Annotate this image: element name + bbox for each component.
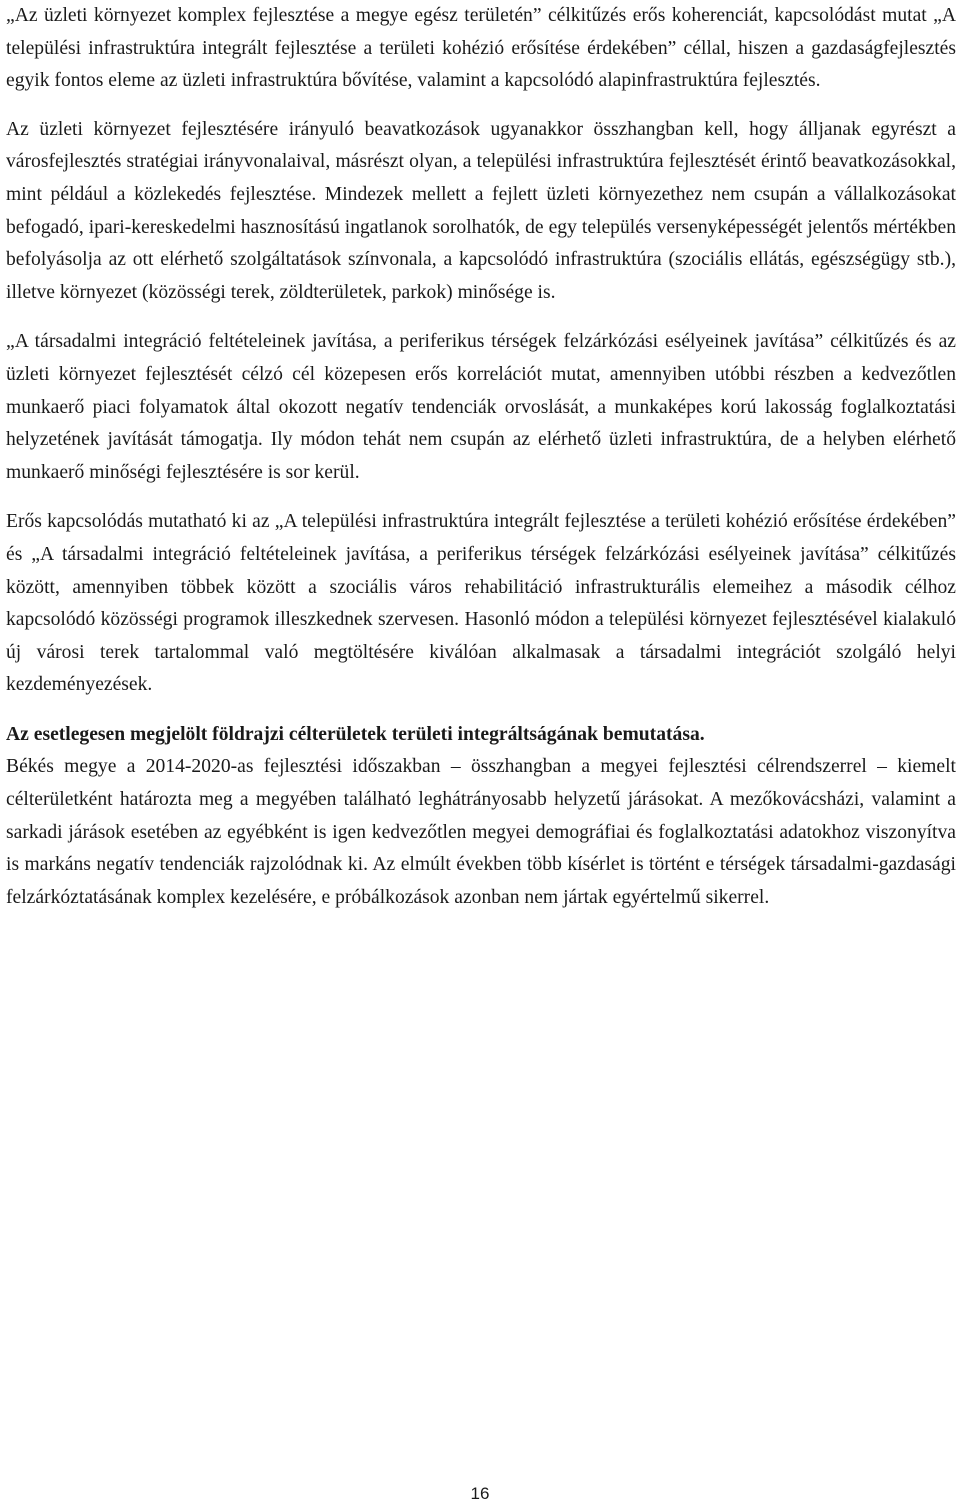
paragraph-spacer [6, 702, 956, 719]
paragraph-social-integration: „A társadalmi integráció feltételeinek javítása, a periferikus térségek felzárkózási esélyeinek javítása” célkitűzés és az üzleti környezet fejlesztését célzó cél közepesen erős korrelációt mutat, amennyiben utóbbi részben a kedvezőtlen munkaerő piaci folyamatok által okozott negatív tendenciák orvoslását, a munkaképes korú lakosság foglalkoztatási helyzetének javítását támogatja. Ily módon tehát nem csupán az elérhető üzleti infrastruktúra, de a helyben elérhető munkaerő minőségi fejlesztésére is sor kerül. [6, 331, 956, 483]
section-heading: Az esetlegesen megjelölt földrajzi célterületek területi integráltságának bemutatása. [6, 723, 705, 745]
page-number: 16 [470, 1484, 490, 1503]
paragraph-bekes-county: Békés megye a 2014-2020-as fejlesztési időszakban – összhangban a megyei fejlesztési célrendszerrel – kiemelt célterületként határozta meg a megyében található leghátrányosabb helyzetű járásokat. A mezőkovácsházi, valamint a sarkadi járások esetében az egyébként is igen kedvezőtlen megyei demográfiai és foglalkoztatási adatokhoz viszonyítva is markáns negatív tendenciák rajzolódnak ki. Az elmúlt években több kísérlet is történt e térségek társadalmi-gazdasági felzárkóztatásának komplex kezelésére, e próbálkozások azonban nem jártak egyértelmű sikerrel. [6, 756, 956, 908]
paragraph-business-environment: „Az üzleti környezet komplex fejlesztése a megye egész területén” célkitűzés erős koherenciát, kapcsolódást mutat „A települési infrastruktúra integrált fejlesztése a területi kohézió erősítése érdekében” céllal, hiszen a gazdaságfejlesztés egyik fontos eleme az üzleti infrastruktúra bővítése, valamint a kapcsolódó alapinfrastruktúra fejlesztés. [6, 5, 956, 92]
paragraph-spacer [6, 309, 956, 326]
paragraph-spacer [6, 489, 956, 506]
paragraph-strong-connection: Erős kapcsolódás mutatható ki az „A települési infrastruktúra integrált fejlesztése a területi kohézió erősítése érdekében” és „A társadalmi integráció feltételeinek javítása, a periferikus térségek felzárkózási esélyeinek javítása” célkitűzés között, amennyiben többek között a szociális város rehabilitáció infrastrukturális elemeihez a második célhoz kapcsolódó közösségi programok illeszkednek szervesen. Hasonló módon a települési környezet fejlesztésével kialakuló új városi terek tartalommal való megtöltésére kiválóan alkalmasak a társadalmi integrációt szolgáló helyi kezdeményezések. [6, 511, 956, 696]
document-page [6, 0, 956, 914]
paragraph-spacer [6, 98, 956, 114]
paragraph-business-interventions: Az üzleti környezet fejlesztésére irányuló beavatkozások ugyanakkor összhangban kell, hogy álljanak egyrészt a városfejlesztés stratégiai irányvonalaival, másrészt olyan, a települési infrastruktúra fejlesztését érintő beavatkozásokkal, mint például a közlekedés fejlesztése. Mindezek mellett a fejlett üzleti környezethez nem csupán a vállalkozásokat befogadó, ipari-kereskedelmi hasznosítású ingatlanok sorolhatók, de egy település versenyképességét jelentős mértékben befolyásolja az ott elérhető szolgáltatások színvonala, a kapcsolódó infrastruktúra (szociális ellátás, egészségügy stb.), illetve környezet (közösségi terek, zöldterületek, parkok) minősége is. [6, 118, 956, 303]
